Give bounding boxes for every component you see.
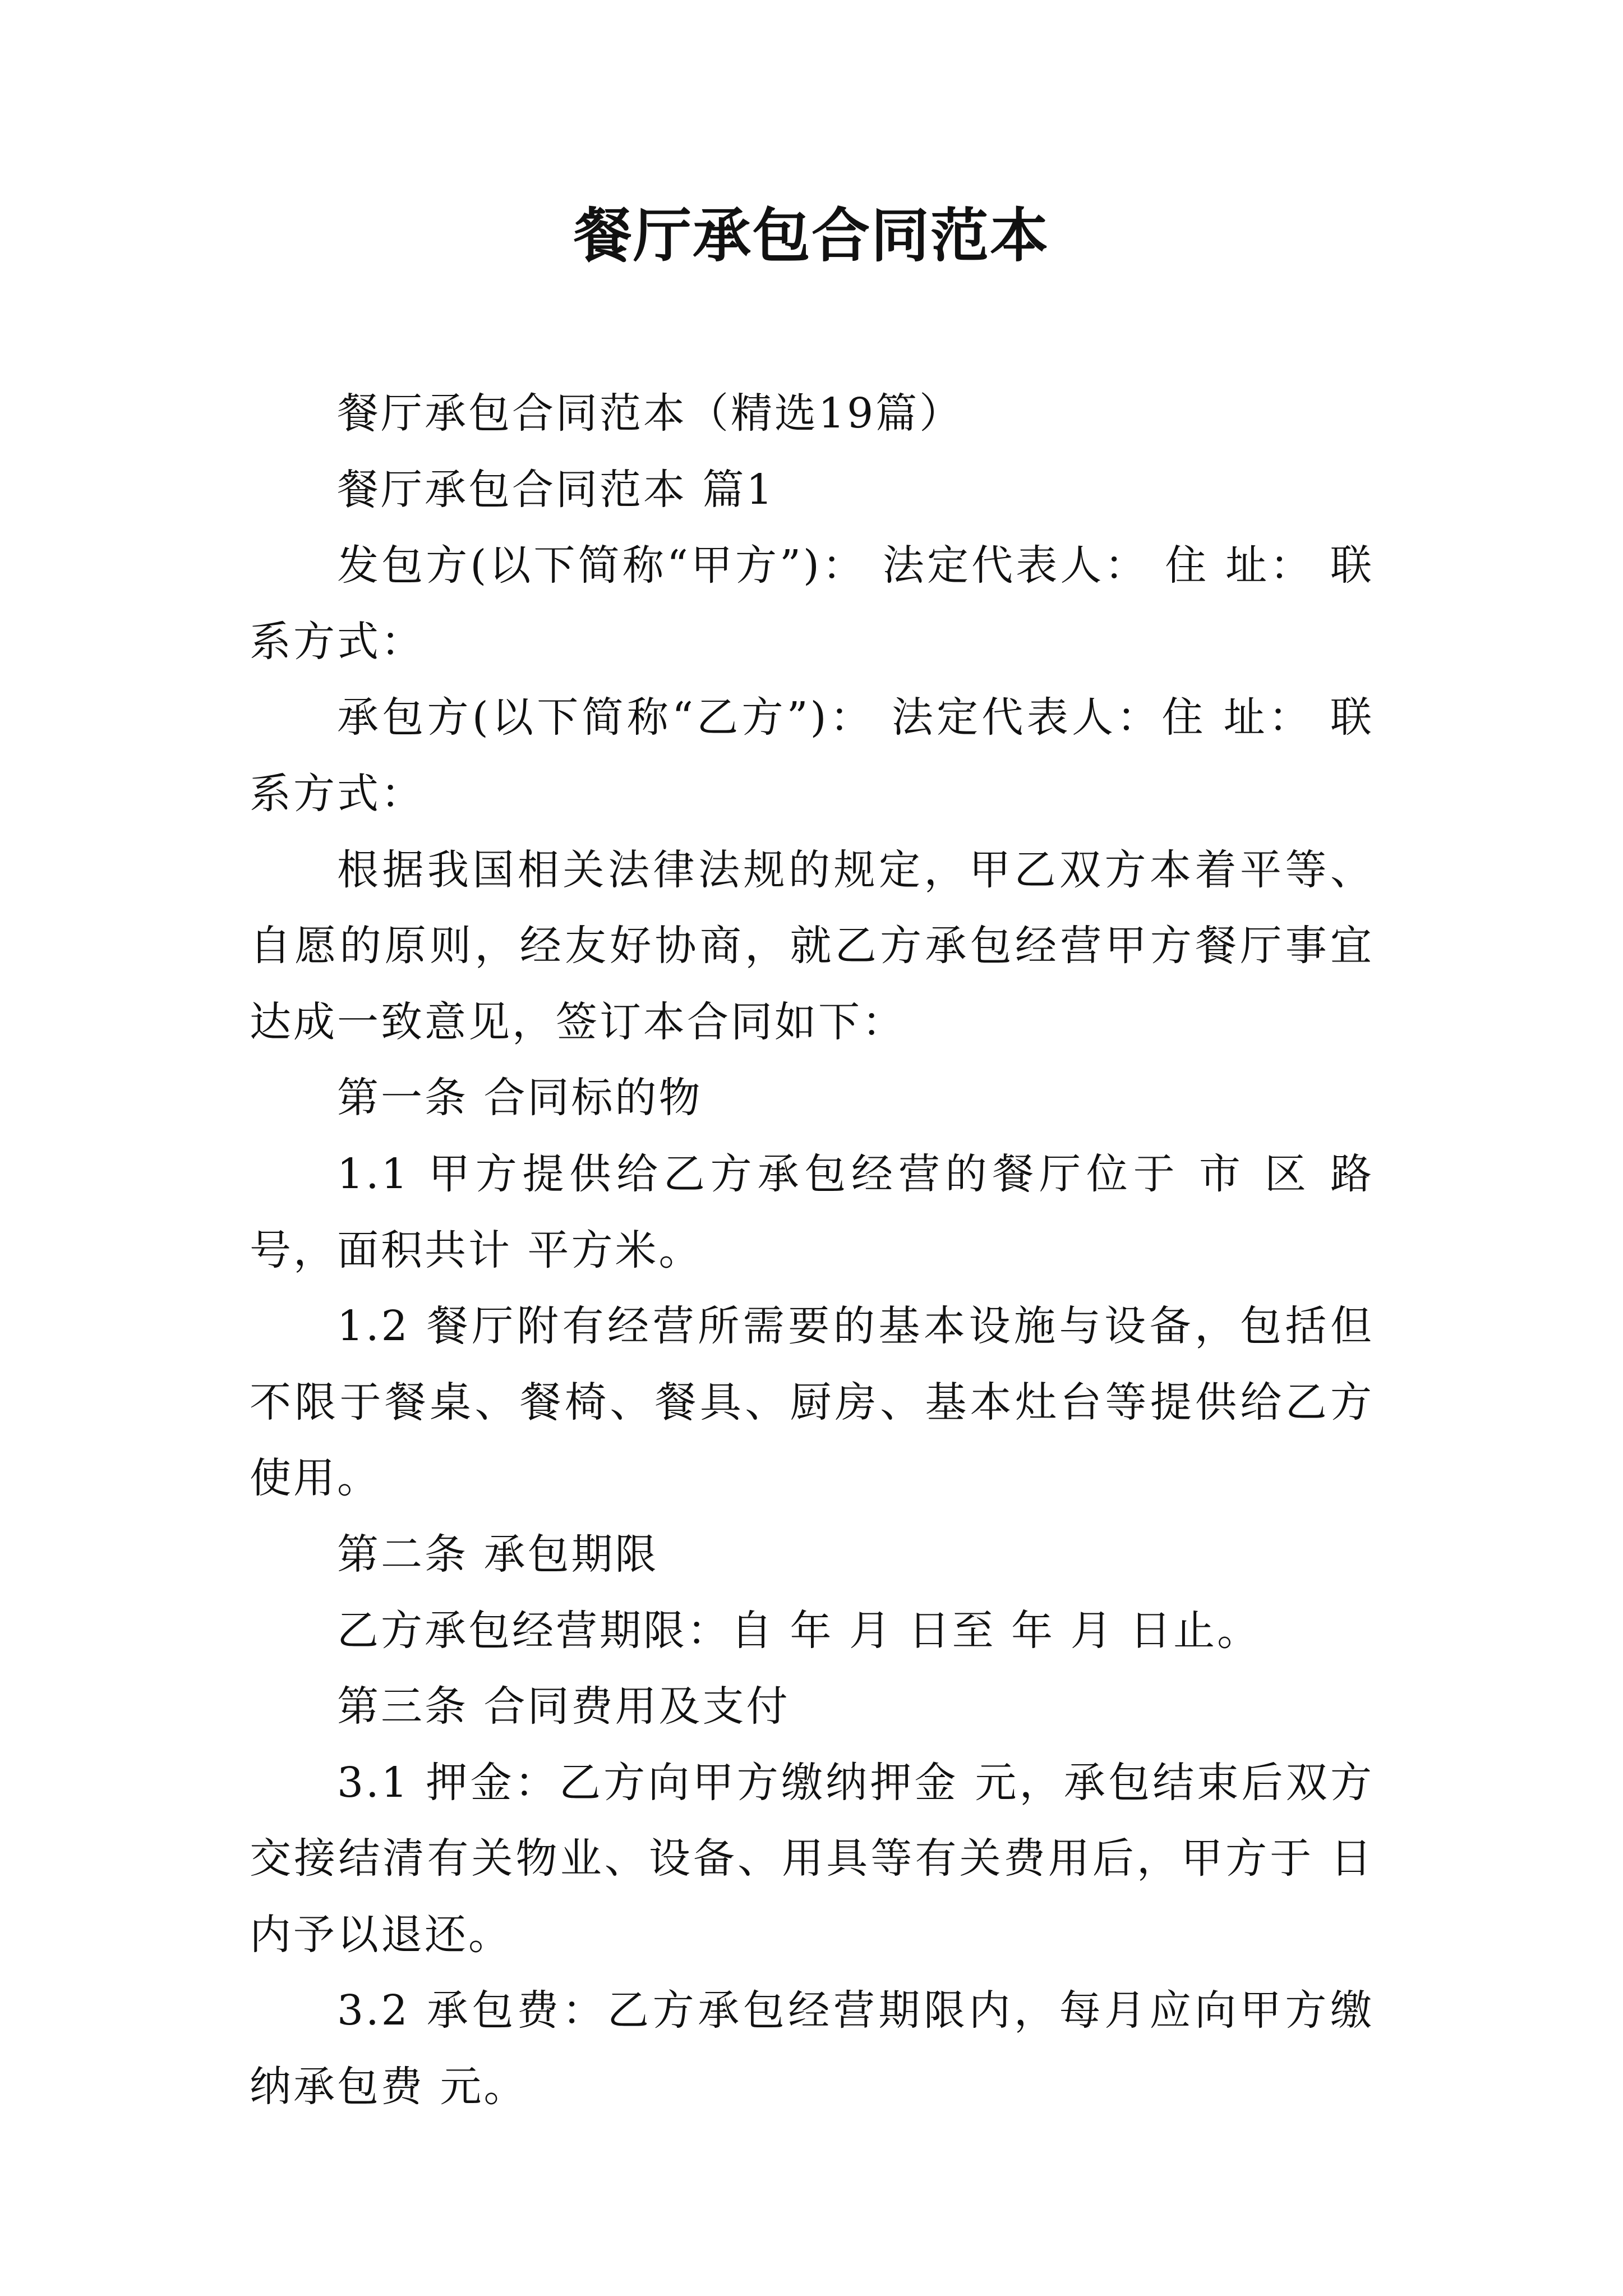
paragraph-subtitle: 餐厅承包合同范本（精选19篇） (337, 389, 963, 438)
paragraph-article-3-heading: 第三条 合同费用及支付 (337, 1682, 790, 1731)
paragraph-preamble: 根据我国相关法律法规的规定，甲乙双方本着平等、自愿的原则，经友好协商，就乙方承包经营甲方餐厅事宜达成一致意见，签订本合同如下： (250, 845, 1374, 1046)
paragraph-party-a: 发包方(以下简称“甲方”)： 法定代表人： 住 址： 联系方式： (250, 541, 1374, 666)
paragraph-clause-3-1: 3.1 押金：乙方向甲方缴纳押金 元，承包结束后双方交接结清有关物业、设备、用具等有关费用后，甲方于 日内予以退还。 (250, 1758, 1374, 1959)
paragraph-article-1-heading: 第一条 合同标的物 (337, 1074, 703, 1122)
paragraph-article-2-heading: 第二条 承包期限 (337, 1530, 659, 1579)
paragraph-clause-1-1: 1.1 甲方提供给乙方承包经营的餐厅位于 市 区 路 号，面积共计 平方米。 (250, 1149, 1374, 1274)
paragraph-party-b: 承包方(以下简称“乙方”)： 法定代表人：住 址： 联系方式： (250, 693, 1374, 818)
paragraph-clause-1-2: 1.2 餐厅附有经营所需要的基本设施与设备，包括但不限于餐桌、餐椅、餐具、厨房、基本灶台等提供给乙方使用。 (250, 1302, 1374, 1503)
paragraph-section-heading: 餐厅承包合同范本 篇1 (337, 465, 775, 514)
paragraph-clause-3-2: 3.2 承包费：乙方承包经营期限内，每月应向甲方缴纳承包费 元。 (250, 1986, 1374, 2111)
paragraph-term: 乙方承包经营期限：自 年 月 日至 年 月 日止。 (337, 1606, 1261, 1655)
document-title: 餐厅承包合同范本 (573, 201, 1049, 270)
document-body (250, 376, 1374, 2125)
